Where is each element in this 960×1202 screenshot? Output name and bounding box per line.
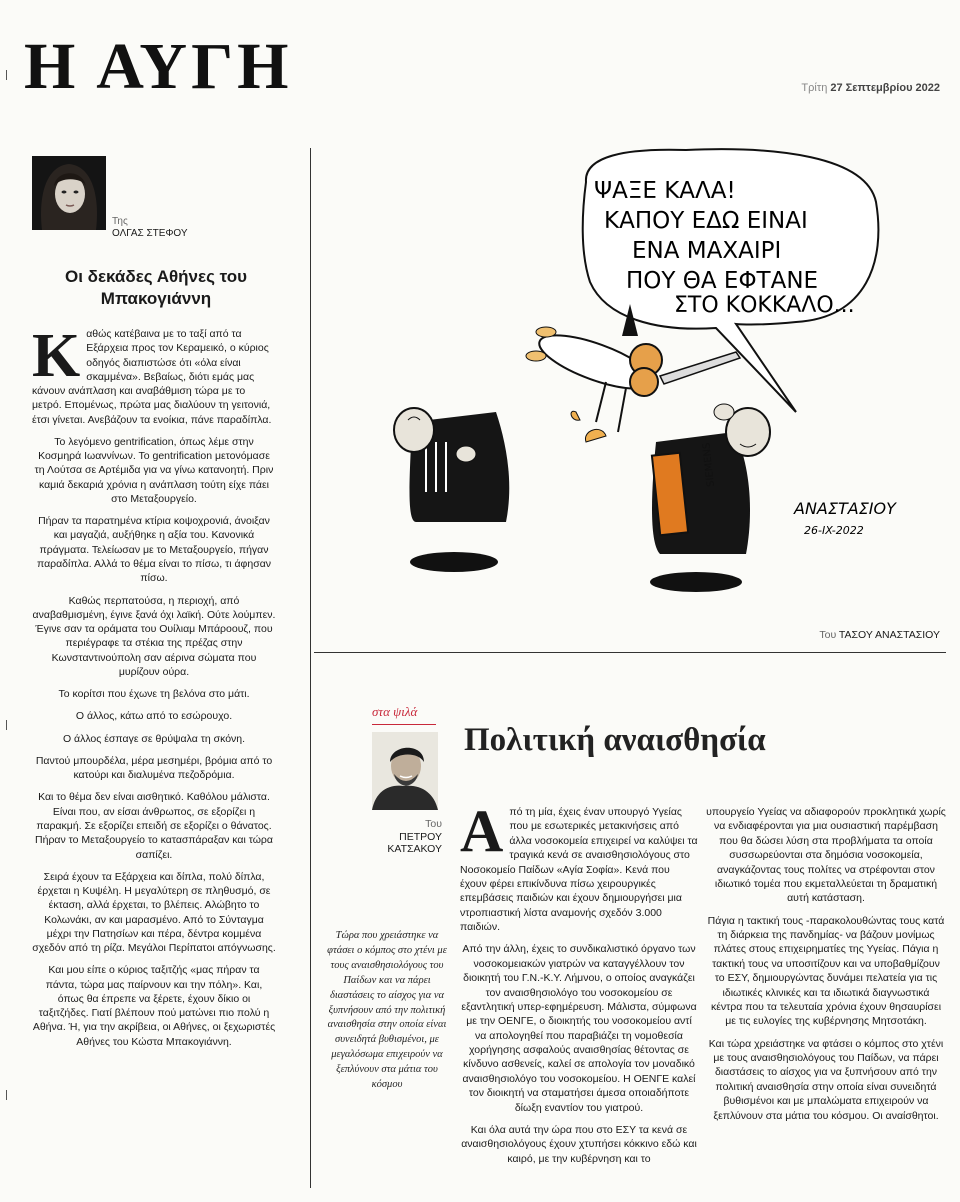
left-article-title: Οι δεκάδες Αθήνες του Μπακογιάννη [64,267,248,308]
pull-quote: Τώρα που χρειάστηκε να φτάσει ο κόμπος στο χτένι με τους αναισθησιολόγους του Παίδων και να πάρει διαστάσεις το αίσχος για να ξυπνήσουν από την πολιτική αναισθησία στην οποία είναι συνειδητά βυθισμένοι, με μεγαλόσωμα επιχειρούν να ξεπλύνουν στα μάτια του κόσμου [327,930,447,1091]
paragraph: Ο άλλος, κάτω από το εσώρουχο. [75,710,233,723]
paragraph: Από την άλλη, έχεις το συνδικαλιστικό όργανο των νοσοκομειακών γιατρών να καταγγέλλουν τον διοικητή του Γ.Ν.-Κ.Υ. Λήμνου, ο οποίος αναγκάζει τον αναισθησιολόγο του νοσοκομείου σε εξαντλητική υπερ-εφημέρευση. Μάλιστα, σύμφωνα με την ΟΕΝΓΕ, ο διοικητής του νοσοκομείου αντί να απολογηθεί που παραβιάζει τη νομοθεσία χορήγησης ασφαλούς αναισθησίας θέτοντας σε κίνδυνο ασθενείς, καλεί σε απολογία τον μοναδικό αναισθησιολόγο του νοσοκομείου. Η ΟΕΝΓΕ καλεί τον διοικητή να σταματήσει άμεσα οποιαδήποτε δίωξη εναντίον του γιατρού. [461,943,697,1114]
paragraph: Το λεγόμενο gentrification, όπως λέμε στην Κοσμηρά Ιωαννίνων. Το gentrification μετονόμασε τη Λούτσα σε Αρτέμιδα για να γίνω κατανοητή. Πριν καμιά δεκαριά χρόνια η ανάπλαση τούτη είχε πάει στο Μεταξουργείο. [34,435,274,505]
speech-line: ΣΤΟ ΚΟΚΚΑΛΟ... [674,293,855,318]
column-divider [310,148,311,1188]
issue-date [801,82,940,94]
cartoonist-signature: ΑΝΑΣΤΑΣΙΟΥ [794,499,896,518]
section-divider [314,652,946,653]
paragraph: Καθώς κατέβαινα με το ταξί από τα Εξάρχεια προς τον Κεραμεικό, ο κύριος οδηγός διαπιστώσε ότι «όλα είναι σκαμμένα». Βεβαίως, διότι εμάς μας κάνουν ανάπλαση και αναβάθμιση τώρα με το μετρό. Επομένως, πρώτα μας διαλύουν τη γειτονιά, έτσι γίνεται. Ανεβάζουν τα ενοίκια, πάνε παραδίπλα. [32,322,272,426]
right-figure [650,404,770,592]
left-figure [394,408,509,572]
paragraph: υπουργείο Υγείας να αδιαφορούν προκλητικά χωρίς να ενδιαφέρονται για μια ουσιαστική παρέμβαση που θα δώσει λύση στα προβλήματα τα οποία συσσωρεύονται στα δημόσια νοσοκομεία, αναγκάζοντας τους πολίτες να στρέφονται στον ιδιωτικό τομέα που εκμεταλλεύεται τη δραματική αυτή κατάσταση. [706,806,946,905]
speech-line: ΠΟΥ ΘΑ ΕΦΤΑΝΕ [626,268,819,294]
edge-mark [6,720,7,730]
author-name-line: ΚΑΤΣΑΚΟΥ [387,843,442,856]
paragraph: Το κορίτσι που έχωνε τη βελόνα στο μάτι. [58,688,250,701]
paragraph: Και τώρα χρειάστηκε να φτάσει ο κόμπος στο χτένι με τους αναισθησιολόγους του Παίδων, να πάρει διαστάσεις το αίσχος για να ξυπνήσουν από την πολιτική αναισθησία στην οποία είναι συνειδητά βυθισμένοι και με μπαλώματα επιχειρούν να ξεπλύνουν στα μάτια του κόσμου. Οι αναίσθητοι. [708,1037,944,1122]
paragraph: Καθώς περπατούσα, η περιοχή, από αναβαθμισμένη, έγινε ξανά όχι λαϊκή. Ούτε λούμπεν. Έγινε σαν τα οράματα του Ουίλιαμ Μπάροουζ, που περιέγραφε τα στέκια της πρέζας στην Κωνσταντινούπολη σαν αέρινα σώματα που μυρίζουν ούρα. [32,594,276,678]
speech-line: ΨΑΞΕ ΚΑΛΑ! [594,178,736,204]
speech-line: ΚΑΠΟΥ ΕΔΩ ΕΙΝΑΙ [604,208,808,234]
speech-line: ΕΝΑ ΜΑΧΑΙΡΙ [632,238,782,264]
section-kicker: στα ψιλά [372,704,418,719]
signature-date: 26-IX-2022 [804,524,864,537]
edge-mark [6,1090,7,1100]
second-article-column-2 [706,805,946,1131]
edge-mark [6,70,7,80]
author-name: ΟΛΓΑΣ ΣΤΕΦΟΥ [112,227,188,239]
cartoon-credit [819,629,940,641]
paragraph: Και το θέμα δεν είναι αισθητικό. Καθόλου μάλιστα. Είναι που, αν είσαι άνθρωπος, σε εξορίζει η παρακμή. Σε εξορίζει επειδή σε εξορίζει ο θάνατος. Πήραν το Μεταξουργείο το κατασπάραξαν και τώρα σαπίζει. [35,791,273,861]
credit-prefix: Του [819,629,837,641]
author-photo [32,156,106,230]
author-name-line: ΠΕΤΡΟΥ [399,830,442,843]
paragraph: Σειρά έχουν τα Εξάρχεια και δίπλα, πολύ δίπλα, έρχεται η Κυψέλη. Η μεγαλύτερη σε πληθυσμό, σε έκταση, αλλά έρχεται, το βλέπεις. Αλώβητο το Κολωνάκι, αν και μαρασμένο. Από το Σύνταγμα μέχρι την Πατησίων και πέρα, δέντρα κομμένα σχεδόν από τη ρίζα. Μεγάλοι Περίπατοι απόγνωσης. [32,870,276,955]
credit-name: ΤΑΣΟΥ ΑΝΑΣΤΑΣΙΟΥ [838,629,940,641]
byline-prefix: Του [425,818,442,830]
left-article-body [32,322,276,1057]
paragraph: Και μου είπε ο κύριος ταξιτζής «μας πήραν τα πάντα, τώρα μας παίρνουν και την πόλη». Και, όπως θα έπρεπε να ξέρετε, έχουν δίκιο οι ταξιτζήδες. Γιατί βλέπουν πού ματώνει πιο πολύ η Αθήνα. Ή, για την ακρίβεια, οι Αθήνες, οι ξεχωριστές Αθήνες του Κώστα Μπακογιάννη. [32,964,276,1048]
dropcap: Κ [32,322,81,390]
left-byline [112,216,188,239]
second-byline [372,818,442,856]
political-cartoon [356,142,924,602]
author-photo [372,732,438,810]
paragraph: Πάγια η τακτική τους -παρακολουθώντας τους κατά τη διάρκεια της πανδημίας- να βάζουν μονίμως πλάτες στους επιχειρηματίες της Υγείας. Πάγια η τακτική τους να υποσιτίζουν και να υποβαθμίζουν το ΕΣΥ, δημιουργώντας δυνάμει πελατεία για τις ιδιωτικές κλινικές και τα ιδιωτικά διαγνωστικά κέντρα που τα τελευταία χρόνια έχουν θησαυρίσει με τις ευλογίες της κυβέρνησης Μητσοτάκη. [707,914,945,1028]
second-article-column-1 [460,798,698,1174]
paragraph: Παντού μπουρδέλα, μέρα μεσημέρι, βρόμια από το κατούρι και διαλυμένα πεζοδρόμια. [35,754,273,782]
dropcap: Α [460,798,504,864]
paragraph: Ο άλλος έσπαγε σε θρύψαλα τη σκόνη. [62,732,246,745]
paragraph: Και όλα αυτά την ώρα που στο ΕΣΥ τα κενά σε αναισθησιολόγους έχουν χτυπήσει κόκκινο εδώ και καιρό, με την κυβέρνηση και το [461,1123,697,1165]
paragraph: Πήραν τα παρατημένα κτίρια κοψοχρονιά, άνοιξαν και μαγαζιά, αυξήθηκε η αξία του. Κανονικά πράγματα. Τελείωσαν με το Μεταξουργείο, πήγαν παραδίπλα. Αλλά το θέμα είναι το πίσω, τι άφησαν πίσω. [36,515,272,585]
issue-day: Τρίτη [801,82,828,94]
second-article-title: Πολιτική αναισθησία [464,722,766,758]
paragraph: Από τη μία, έχεις έναν υπουργό Υγείας που με εσωτερικές μετακινήσεις από άλλα νοσοκομεία επιχειρεί να καλύψει τα τραγικά κενά σε αναισθησιολόγους στο Νοσοκομείο Παίδων «Αγία Σοφία». Κενά που έχουν φέρει επικίνδυνα πίσω χειρουργικές επεμβάσεις παιδιών και έχουν δημιουργήσει μια ντροπιαστική λίστα αναμονής σχεδόν 3.000 παιδιών. [460,798,698,933]
kicker-underline [372,724,436,725]
masthead: Η ΑΥΓΗ [24,30,293,103]
byline-prefix: Της [112,216,128,227]
issue-full-date: 27 Σεπτεμβρίου 2022 [830,82,940,94]
book-label: SIEMENS [701,442,717,488]
